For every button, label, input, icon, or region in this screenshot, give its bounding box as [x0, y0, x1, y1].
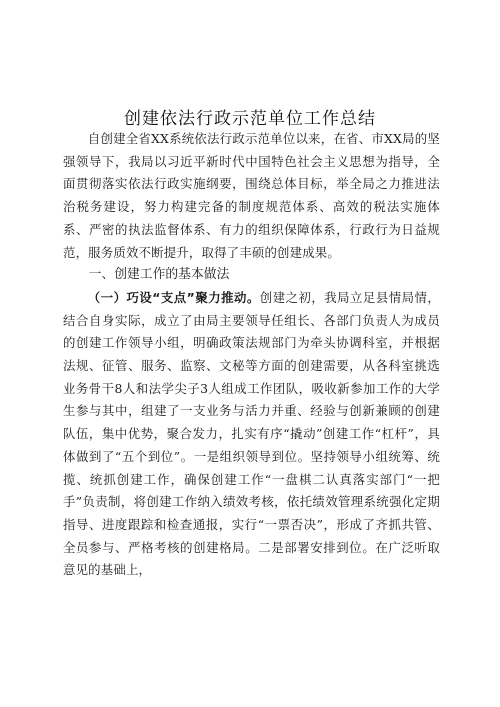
subsection-lead: （一）巧设“支点”聚力推动。	[87, 289, 260, 305]
document-title: 创建依法行政示范单位工作总结	[124, 109, 376, 129]
intro-paragraph: 自创建全省XX系统依法行政示范单位以来，在省、市XX局的坚强领导下，我局以习近平新时代中国特色社会主义思想为指导，全面贯彻落实依法行政实施纲要，围绕总体目标，举全局之力推进法治税务建设，努力构建完备的制度规范体系、高效的税法实施体系、严密的执法监督体系、有力的组织保障体系，行政行为日益规范，服务质效不断提升，取得了丰硕的创建成果。	[63, 131, 440, 260]
section-heading: 一、创建工作的基本做法	[88, 267, 230, 283]
subsection-text: 创建之初，我局立足县情局情，结合自身实际，成立了由局主要领导任组长、各部门负责人为成员的创建工作领导小组，明确政策法规部门为牵头协调科室，并根据法规、征管、服务、监察、文秘等方面的创建需要，从各科室挑选业务骨干8人和法学尖子3人组成工作团队，吸收新参加工作的大学生参与其中，组建了一支业务与活力并重、经验与创新兼顾的创建队伍，集中优势，聚合发力，扎实有序“撬动”创建工作“杠杆”，具体做到了“五个到位”。一是组织领导到位。坚持领导小组统筹、统揽、统抓创建工作，确保创建工作“一盘棋二认真落实部门“一把手”负责制，将创建工作纳入绩效考核，依托绩效管理系统强化定期指导、进度跟踪和检查通报，实行“一票否决”，形成了齐抓共管、全员参与、严格考核的创建格局。二是部署安排到位。在广泛听取意见的基础上，	[63, 289, 440, 578]
subsection-paragraph	[63, 287, 440, 582]
document-body	[63, 128, 440, 582]
